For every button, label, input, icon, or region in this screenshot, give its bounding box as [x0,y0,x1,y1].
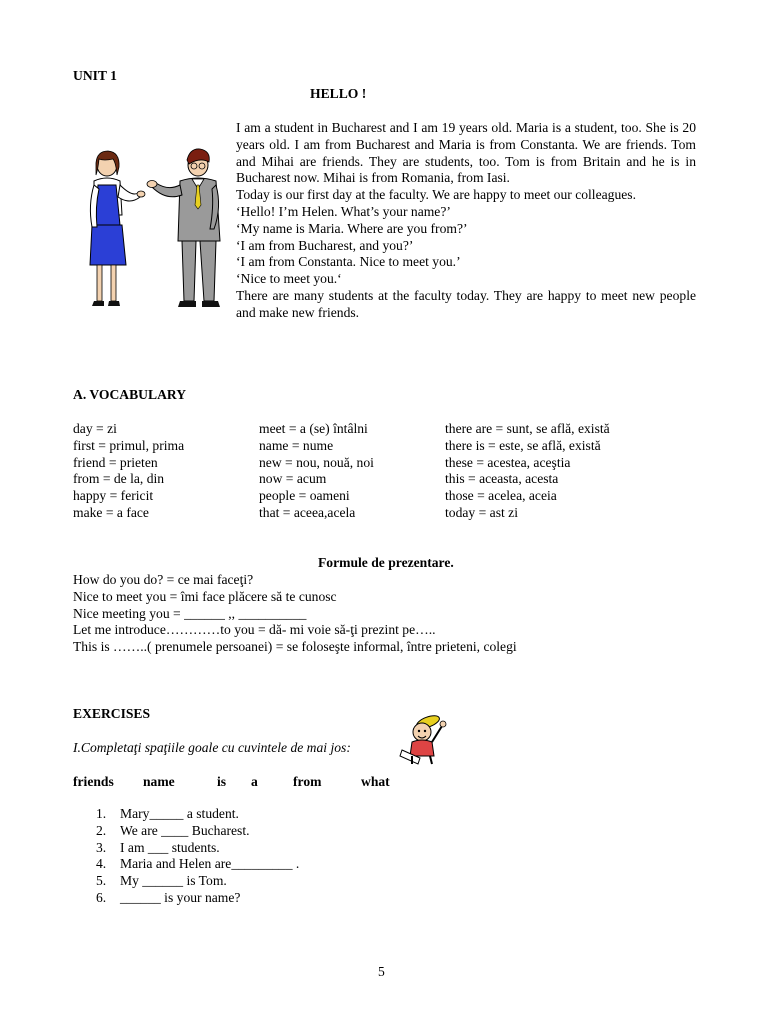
formula-line: Nice meeting you = ______ ,, __________ [73,605,307,621]
story-text [236,120,696,322]
vocab-entry: friend = prieten [73,454,158,470]
exercise-text: I am ___ students. [120,839,220,855]
exercise-number: 2. [96,822,107,838]
exercise-number: 6. [96,889,107,905]
exercise-item [96,823,299,840]
woman-figure [90,151,145,306]
vocab-entry: there is = este, se află, există [445,437,601,453]
word-bank [73,774,413,792]
exercise-text: My ______ is Tom. [120,873,227,889]
vocabulary-column-3 [445,421,610,522]
vocab-entry: happy = fericit [73,488,154,504]
exercise-number: 5. [96,873,107,889]
vocab-entry: meet = a (se) întâlni [259,421,368,436]
vocab-entry: that = aceea,acela [259,504,356,520]
exercises-title: EXERCISES [73,706,151,721]
exercise-list [96,806,299,907]
exercise-text: We are ____ Bucharest. [120,822,250,838]
dialogue-line-2: ‘My name is Maria. Where are you from?’ [236,220,468,236]
story-paragraph-1: I am a student in Bucharest and I am 19 years old. Maria is a student, too. She is 20 years old. I am from Bucharest and Maria is from Constanta. We are friends. Tom and Mihai are friends. They are students, too. Tom is from Britain and he is in Bucharest now. Mihai is from Romania, from Iasi. [236,120,696,186]
vocab-entry: name = nume [259,437,334,453]
exercise-text: Maria and Helen are_________ . [120,856,300,872]
vocab-entry: today = ast zi [445,504,518,520]
vocabulary-column-2 [259,421,374,522]
man-figure [147,149,220,307]
dialogue-line-5: ‘Nice to meet you.‘ [236,271,342,287]
vocab-entry: this = aceasta, acesta [445,471,559,487]
exercise-instruction: I.Completaţi spaţiile goale cu cuvintele de mai jos: [73,740,351,755]
exercise-number: 4. [96,856,107,872]
vocab-entry: there are = sunt, se află, există [445,421,610,436]
word-bank-item: what [361,774,390,789]
dialogue-line-1: ‘Hello! I’m Helen. What’s your name?’ [236,203,451,219]
dialogue-line-4: ‘I am from Constanta. Nice to meet you.’ [236,254,461,270]
two-people-illustration [80,145,230,315]
exercise-item [96,856,299,873]
story-paragraph-3: There are many students at the faculty today. They are happy to meet new people and make new friends. [236,287,696,320]
word-bank-item: from [293,774,322,789]
story-paragraph-2: Today is our first day at the faculty. We are happy to meet our colleagues. [236,187,636,203]
vocab-entry: day = zi [73,421,117,436]
vocab-entry: those = acelea, aceia [445,488,557,504]
vocab-entry: people = oameni [259,488,350,504]
vocabulary-title: A. VOCABULARY [73,387,187,402]
vocab-entry: make = a face [73,504,149,520]
hello-title: HELLO ! [310,86,367,101]
formulas-list [73,572,517,656]
word-bank-item: a [251,774,258,789]
exercise-item [96,840,299,857]
exercise-text: Mary_____ a student. [120,806,239,821]
unit-title: UNIT 1 [73,68,117,83]
vocab-entry: from = de la, din [73,471,165,487]
dialogue-line-3: ‘I am from Bucharest, and you?’ [236,237,414,253]
word-bank-item: is [217,774,227,789]
formula-line: This is ……..( prenumele persoanei) = se foloseşte informal, între prieteni, colegi [73,639,517,655]
formulas-title: Formule de prezentare. [318,555,454,570]
exercise-number: 3. [96,839,107,855]
exercise-text: ______ is your name? [120,889,241,905]
page-number: 5 [378,964,385,979]
exercise-item [96,890,299,907]
exercise-number: 1. [96,806,107,821]
formula-line: Let me introduce…………to you = dă- mi voie să-ţi prezint pe….. [73,622,436,638]
exercise-item [96,873,299,890]
exercise-item [96,806,299,823]
vocab-entry: new = nou, nouă, noi [259,454,374,470]
formula-line: How do you do? = ce mai faceţi? [73,572,254,587]
waving-boy-icon [398,712,450,766]
vocab-entry: these = acestea, aceştia [445,454,571,470]
word-bank-item: friends [73,774,114,789]
formula-line: Nice to meet you = îmi face plăcere să te cunosc [73,588,337,604]
vocab-entry: first = primul, prima [73,437,185,453]
vocabulary-column-1 [73,421,184,522]
vocab-entry: now = acum [259,471,327,487]
word-bank-item: name [143,774,175,789]
